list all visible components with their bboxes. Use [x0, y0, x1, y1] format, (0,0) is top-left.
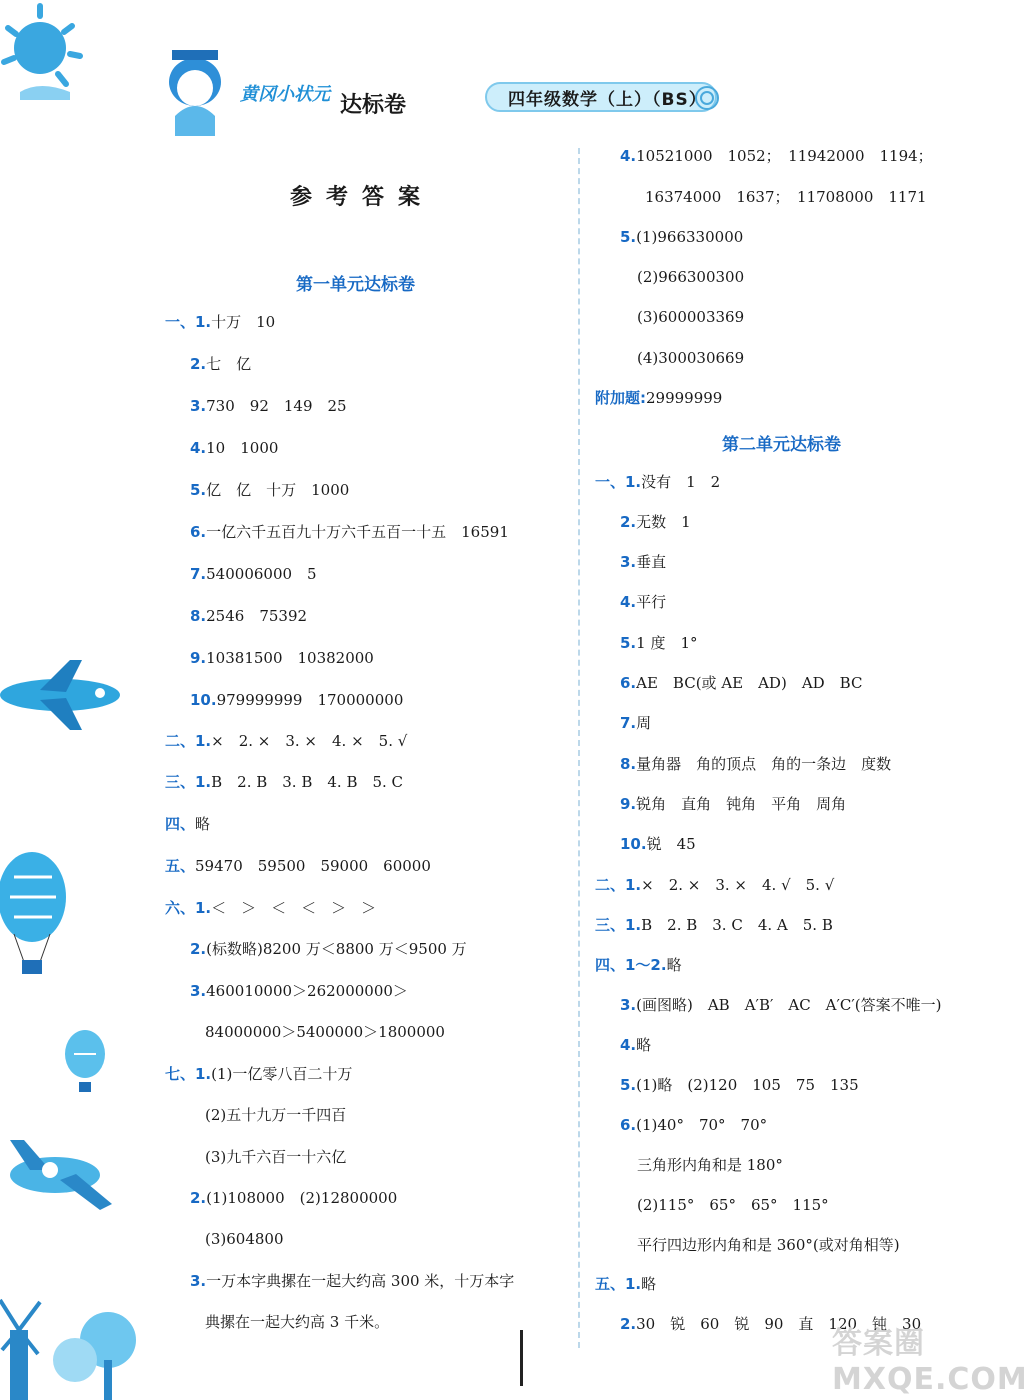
question-number: 附加题: — [595, 389, 646, 407]
question-number: 四、 — [165, 815, 196, 833]
answer-line — [595, 1274, 656, 1294]
question-number: 3. — [620, 553, 637, 571]
answer-text: × 2. × 3. × 4. × 5. √ — [211, 732, 408, 750]
answer-text: 无数 1 — [636, 513, 691, 531]
answer-line — [205, 1147, 346, 1167]
answer-line — [205, 1312, 389, 1332]
answer-text: 略 — [641, 1275, 657, 1293]
answer-line — [645, 187, 927, 207]
answer-line — [205, 1105, 346, 1125]
airplane-illustration — [0, 660, 130, 730]
answer-line — [637, 1235, 900, 1255]
answer-line — [205, 1229, 284, 1249]
answer-line — [620, 673, 862, 693]
answer-text: 10 1000 — [206, 439, 279, 457]
answer-text: 典摞在一起大约高 3 千米。 — [205, 1313, 390, 1331]
small-balloon-illustration — [60, 1030, 110, 1100]
answer-line — [620, 512, 691, 532]
answer-text: 锐 45 — [646, 835, 696, 853]
answer-text: B 2. B 3. C 4. A 5. B — [641, 916, 833, 934]
answer-line — [190, 522, 509, 542]
answer-line — [620, 1115, 767, 1135]
question-number: 五、1. — [595, 1275, 642, 1293]
answer-text: (标数略)8200 万＜8800 万＜9500 万 — [206, 940, 467, 958]
answer-text: 30 锐 60 锐 90 直 120 钝 30 — [636, 1315, 922, 1333]
answer-text: (3)九千六百一十六亿 — [205, 1148, 347, 1166]
question-number: 四、1～2. — [595, 956, 667, 974]
answer-line — [595, 955, 682, 975]
answer-line — [637, 267, 744, 287]
answer-text: (1)966330000 — [636, 228, 744, 246]
series-name: 达标卷 — [340, 93, 407, 118]
answer-text: (1)108000 (2)12800000 — [206, 1189, 398, 1207]
question-number: 5. — [620, 634, 637, 652]
answer-line — [620, 1035, 651, 1055]
question-number: 10. — [620, 835, 647, 853]
answer-line — [190, 1188, 397, 1208]
answer-line — [190, 564, 317, 584]
question-number: 10. — [190, 691, 217, 709]
answer-line — [190, 396, 347, 416]
answer-text: 十万 10 — [211, 313, 276, 331]
question-number: 4. — [620, 593, 637, 611]
answer-line — [165, 772, 403, 792]
answer-line — [190, 606, 307, 626]
answer-text: B 2. B 3. B 4. B 5. C — [211, 773, 404, 791]
hot-air-balloon-illustration — [0, 852, 70, 982]
answer-text: 一亿六千五百九十万六千五百一十五 16591 — [206, 523, 509, 541]
answer-line — [165, 312, 275, 332]
question-number: 6. — [620, 1116, 637, 1134]
question-number: 4. — [620, 1036, 637, 1054]
answer-line — [190, 354, 251, 374]
mascot-illustration — [150, 36, 240, 136]
answer-text: 460010000＞262000000＞ — [206, 982, 408, 1000]
answer-text: (3)604800 — [205, 1230, 284, 1248]
answer-line — [620, 1075, 859, 1095]
question-number: 2. — [190, 940, 207, 958]
question-number: 一、1. — [595, 473, 642, 491]
answer-line — [165, 1064, 352, 1084]
answer-text: 979999999 170000000 — [216, 691, 404, 709]
answer-text: 730 92 149 25 — [206, 397, 347, 415]
answer-line — [190, 981, 408, 1001]
answer-line — [165, 856, 431, 876]
question-number: 二、1. — [165, 732, 212, 750]
question-number: 7. — [190, 565, 207, 583]
answer-text: ＜ ＞ ＜ ＜ ＞ ＞ — [211, 899, 377, 917]
answer-text: (1)一亿零八百二十万 — [211, 1065, 353, 1083]
answer-line — [190, 939, 467, 959]
answer-text: (4)300030669 — [637, 349, 745, 367]
answer-text: 平行 — [636, 593, 667, 611]
question-number: 4. — [620, 147, 637, 165]
answer-line — [637, 1155, 783, 1175]
answer-line — [190, 690, 403, 710]
page-header — [0, 0, 1000, 140]
answer-text: 略 — [636, 1036, 652, 1054]
windmill-tree-illustration — [0, 1290, 150, 1400]
answer-text: 59470 59500 59000 60000 — [195, 857, 431, 875]
answer-text: 锐角 直角 钝角 平角 周角 — [636, 795, 847, 813]
answer-text: (2)115° 65° 65° 115° — [637, 1196, 829, 1214]
answer-line — [620, 995, 942, 1015]
answer-text: (2)966300300 — [637, 268, 745, 286]
question-number: 六、1. — [165, 899, 212, 917]
sun-illustration — [0, 0, 100, 100]
question-number: 5. — [620, 228, 637, 246]
answer-text: 七 亿 — [206, 355, 252, 373]
question-number: 9. — [190, 649, 207, 667]
answer-line — [190, 480, 349, 500]
question-number: 三、1. — [595, 916, 642, 934]
answer-text: (3)600003369 — [637, 308, 745, 326]
answer-text: 1 度 1° — [636, 634, 698, 652]
question-number: 一、1. — [165, 313, 212, 331]
answer-line — [620, 713, 651, 733]
answer-line — [620, 834, 696, 854]
question-number: 2. — [620, 1315, 637, 1333]
question-number: 五、 — [165, 857, 196, 875]
question-number: 2. — [190, 355, 207, 373]
answer-text: 16374000 1637； 11708000 1171 — [645, 188, 927, 206]
answer-text: 84000000＞5400000＞1800000 — [205, 1023, 445, 1041]
site-watermark: 答案圈 MXQE.COM — [832, 1326, 1028, 1397]
answer-line — [165, 731, 407, 751]
question-number: 8. — [190, 607, 207, 625]
question-number: 8. — [620, 755, 637, 773]
answer-text: (2)五十九万一千四百 — [205, 1106, 347, 1124]
question-number: 6. — [620, 674, 637, 692]
answer-line — [595, 875, 834, 895]
question-number: 3. — [620, 996, 637, 1014]
question-number: 3. — [190, 397, 207, 415]
answer-text: 量角器 角的顶点 角的一条边 度数 — [636, 755, 892, 773]
binding-mark — [520, 1330, 523, 1386]
answer-text: 平行四边形内角和是 360°(或对角相等) — [637, 1236, 900, 1254]
answer-line — [620, 794, 846, 814]
question-number: 5. — [190, 481, 207, 499]
brand-name: 黄冈小状元 — [240, 84, 330, 105]
answer-line — [620, 633, 698, 653]
question-number: 6. — [190, 523, 207, 541]
answer-line — [595, 472, 720, 492]
answer-text: × 2. × 3. × 4. √ 5. √ — [641, 876, 835, 894]
question-number: 二、1. — [595, 876, 642, 894]
answer-line — [165, 814, 210, 834]
question-number: 7. — [620, 714, 637, 732]
answer-text: (画图略) AB A′B′ AC A′C′(答案不唯一) — [636, 996, 942, 1014]
answer-text: 略 — [195, 815, 211, 833]
answer-text: 2546 75392 — [206, 607, 308, 625]
unit-2-title: 第二单元达标卷 — [722, 435, 841, 455]
question-number: 三、1. — [165, 773, 212, 791]
answer-line — [637, 307, 744, 327]
question-number: 2. — [620, 513, 637, 531]
question-number: 4. — [190, 439, 207, 457]
answer-line — [620, 227, 743, 247]
answer-text: 略 — [666, 956, 682, 974]
answer-text: (1)40° 70° 70° — [636, 1116, 768, 1134]
answer-text: AE BC(或 AE AD) AD BC — [636, 674, 863, 692]
answer-line — [620, 754, 891, 774]
answer-line — [620, 146, 933, 166]
answer-line — [637, 1195, 829, 1215]
answer-line — [190, 648, 374, 668]
question-number: 3. — [190, 982, 207, 1000]
swirl-icon — [693, 84, 721, 112]
answer-line — [595, 915, 833, 935]
toy-plane-illustration — [0, 1130, 120, 1220]
answer-line — [620, 552, 666, 572]
answer-line — [620, 592, 666, 612]
grade-label: 四年级数学（上）（BS） — [508, 90, 707, 110]
question-number: 3. — [190, 1272, 207, 1290]
question-number: 2. — [190, 1189, 207, 1207]
page-title: 参考答案 — [290, 184, 435, 210]
answer-text: 10521000 1052； 11942000 1194； — [636, 147, 933, 165]
answer-text: 29999999 — [646, 389, 723, 407]
answer-line — [165, 898, 376, 918]
answer-line — [595, 388, 722, 408]
answer-text: 三角形内角和是 180° — [637, 1156, 783, 1174]
unit-1-title: 第一单元达标卷 — [296, 275, 415, 295]
question-number: 5. — [620, 1076, 637, 1094]
answer-text: 一万本字典摞在一起大约高 300 米，十万本字 — [206, 1272, 515, 1290]
answer-text: 没有 1 2 — [641, 473, 721, 491]
answer-text: 10381500 10382000 — [206, 649, 374, 667]
column-divider — [578, 148, 580, 1348]
question-number: 9. — [620, 795, 637, 813]
answer-text: 亿 亿 十万 1000 — [206, 481, 350, 499]
answer-text: 垂直 — [636, 553, 667, 571]
answer-line — [190, 1271, 514, 1291]
answer-text: 540006000 5 — [206, 565, 317, 583]
answer-line — [637, 348, 744, 368]
answer-line — [205, 1022, 445, 1042]
answer-text: 周 — [636, 714, 652, 732]
answer-line — [190, 438, 278, 458]
question-number: 七、1. — [165, 1065, 212, 1083]
answer-text: (1)略 (2)120 105 75 135 — [636, 1076, 859, 1094]
